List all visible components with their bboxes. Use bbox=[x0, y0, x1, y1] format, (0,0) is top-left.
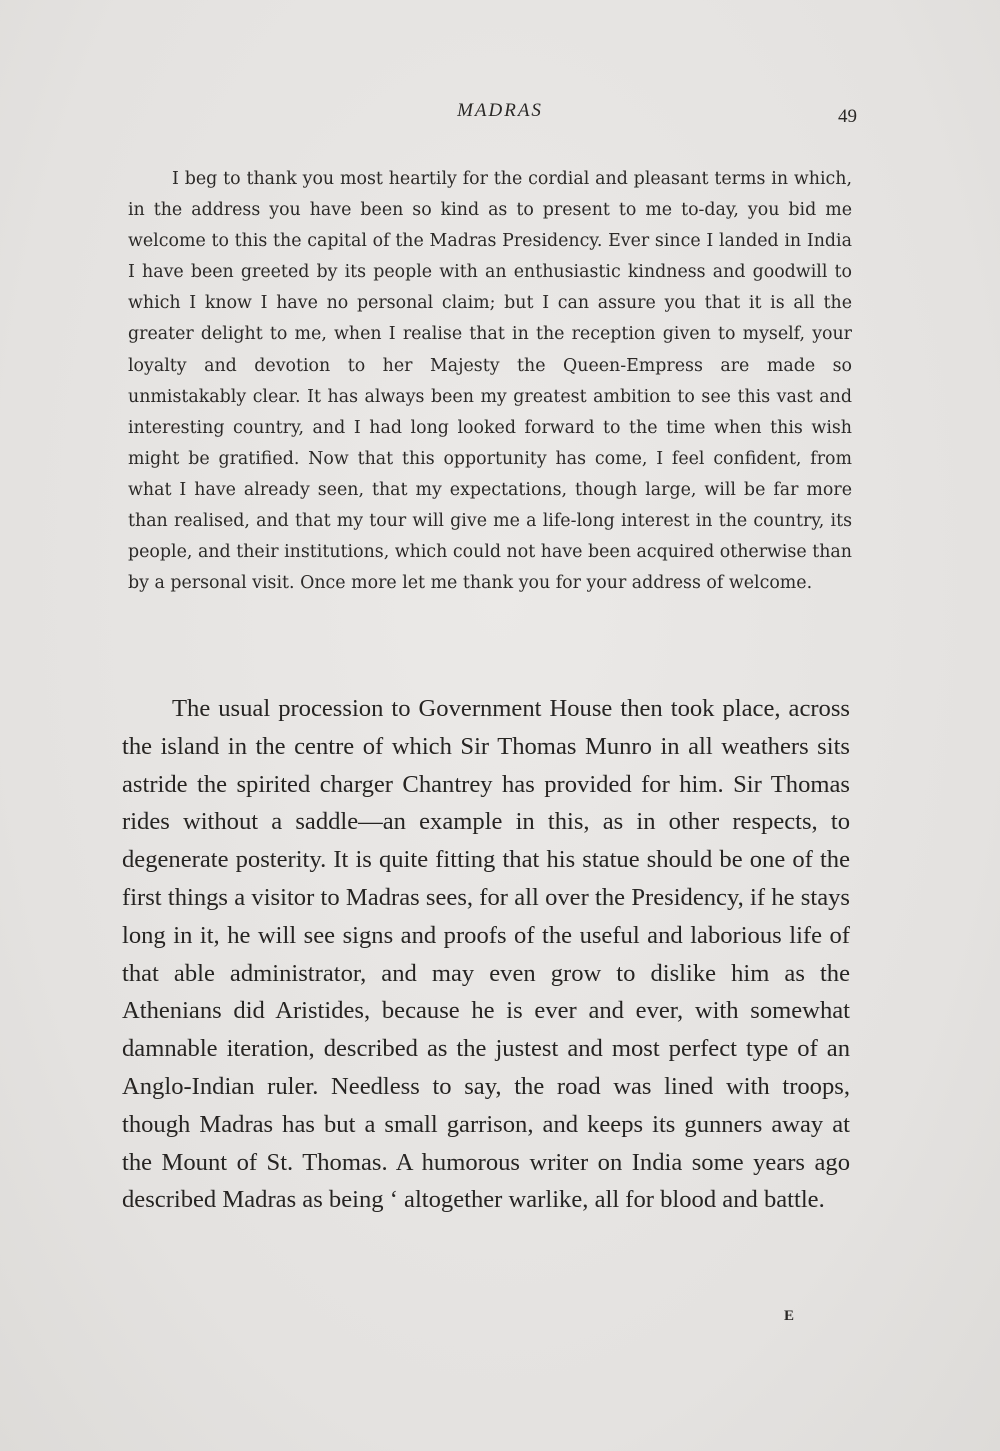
running-head: MADRAS bbox=[457, 100, 543, 121]
narrative-paragraph: The usual procession to Government House then took place, across the island in the centre of which Sir Thomas Munro in all weathers sits astride the spirited charger Chantrey has provided for him. Sir Thomas rides without a saddle—an example in this, as in other respects, to degenerate posterity. It is quite fitting that his statue should be one of the first things a visitor to Madras sees, for all over the Presidency, if he stays long in it, he will see signs and proofs of the useful and laborious life of that able administrator, and may even grow to dislike him as the Athenians did Aristides, because he is ever and ever, with somewhat damnable iteration, described as the justest and most perfect type of an Anglo-Indian ruler. Needless to say, the road was lined with troops, though Madras has but a small garrison, and keeps its gunners away at the Mount of St. Thomas. A humorous writer on India some years ago described Madras as being ‘ altogether warlike, all for blood and battle. bbox=[122, 695, 850, 1214]
signature-mark: E bbox=[784, 1308, 795, 1324]
speech-paragraph: I beg to thank you most heartily for the cordial and pleasant terms in which, in the address you have been so kind as to present to me to-day, you bid me welcome to this the capital of the Madras Presidency. Ever since I landed in India I have been greeted by its people with an enthusiastic kindness and goodwill to which I know I have no personal claim; but I can assure you that it is all the greater delight to me, when I realise that in the reception given to myself, your loyalty and devotion to her Majesty the Queen-Empress are made so unmistakably clear. It has always been my greatest ambition to see this vast and interesting country, and I had long looked forward to the time when this wish might be gratified. Now that this opportunity has come, I feel confident, from what I have already seen, that my expectations, though large, will be far more than realised, and that my tour will give me a life-long interest in the country, its people, and their institutions, which could not have been acquired otherwise than by a personal visit. Once more let me thank you for your address of welcome. bbox=[128, 169, 852, 594]
page-number: 49 bbox=[838, 106, 857, 127]
